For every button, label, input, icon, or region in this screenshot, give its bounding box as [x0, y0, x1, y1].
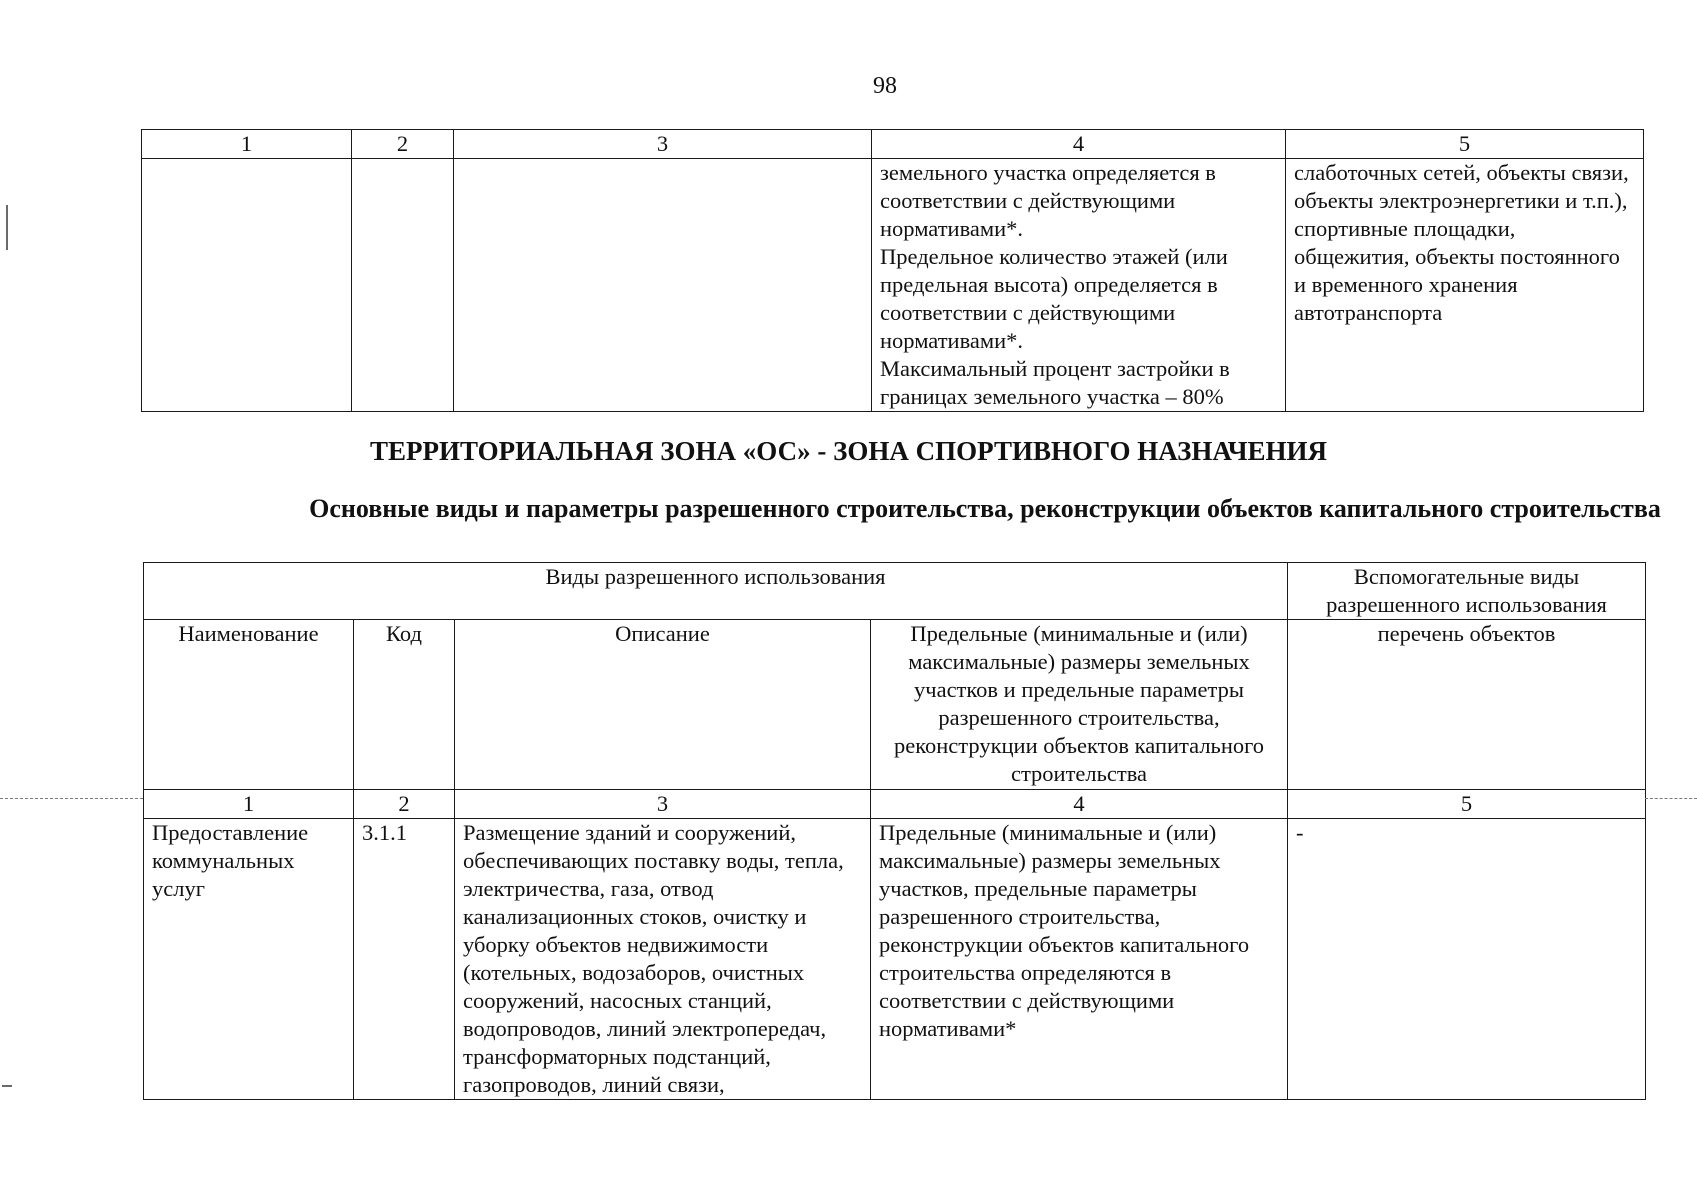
column-numbers-row — [142, 130, 1644, 159]
header-code: Код — [354, 620, 455, 790]
column-number: 1 — [144, 790, 354, 819]
header-name: Наименование — [144, 620, 354, 790]
column-number: 4 — [872, 130, 1286, 159]
cell-description — [454, 159, 872, 412]
header-objects-list: перечень объектов — [1288, 620, 1646, 790]
cell-parameters — [872, 159, 1286, 412]
header-permitted-uses: Виды разрешенного использования — [144, 563, 1288, 620]
header-parameters: Предельные (минимальные и (или) максимальные) размеры земельных участков и предельные параметры разрешенного строительства, реконструкции объектов капитального строительства — [871, 620, 1288, 790]
column-number: 5 — [1288, 790, 1646, 819]
cell-name — [142, 159, 352, 412]
group-header-row — [144, 563, 1646, 620]
scan-fold-line-right — [1645, 798, 1697, 799]
column-number: 3 — [455, 790, 871, 819]
column-number: 2 — [352, 130, 454, 159]
cell-code: 3.1.1 — [354, 819, 455, 1100]
zone-title: ТЕРРИТОРИАЛЬНАЯ ЗОНА «ОС» - ЗОНА СПОРТИВНОГО НАЗНАЧЕНИЯ — [369, 436, 1328, 466]
table-row — [142, 159, 1644, 412]
continuation-table — [141, 129, 1644, 412]
column-header-row — [144, 620, 1646, 790]
page-number: 98 — [873, 73, 897, 99]
zone-table — [143, 562, 1646, 1100]
cell-auxiliary: слаботочных сетей, объекты связи, объекты электроэнергетики и т.п.), спортивные площадки, общежития, объекты постоянного и временного хранения автотранспорта — [1286, 159, 1644, 412]
column-numbers-row — [144, 790, 1646, 819]
parameters-paragraph: Предельное количество этажей (или предельная высота) определяется в соответствии с действующими нормативами*. — [880, 244, 1228, 353]
cell-description: Размещение зданий и сооружений, обеспечивающих поставку воды, тепла, электричества, газа, отвод канализационных стоков, очистку и уборку объектов недвижимости (котельных, водозаборов, очистных сооружений, насосных станций, водопроводов, линий электропередач, трансформаторных подстанций, газопроводов, линий связи, — [455, 819, 871, 1100]
header-description: Описание — [455, 620, 871, 790]
section-title: Основные виды и параметры разрешенного строительства, реконструкции объектов капитального строительства — [309, 494, 1661, 523]
column-number: 5 — [1286, 130, 1644, 159]
column-number: 1 — [142, 130, 352, 159]
table-row — [144, 819, 1646, 1100]
cell-code — [352, 159, 454, 412]
parameters-paragraph: земельного участка определяется в соответствии с действующими нормативами*. — [880, 160, 1216, 241]
column-number: 3 — [454, 130, 872, 159]
scan-margin-mark — [6, 205, 8, 250]
column-number: 4 — [871, 790, 1288, 819]
scan-fold-line-left — [0, 798, 143, 799]
scan-margin-mark — [2, 1085, 12, 1087]
parameters-paragraph: Максимальный процент застройки в границах земельного участка – 80% — [880, 356, 1230, 409]
cell-parameters: Предельные (минимальные и (или) максимальные) размеры земельных участков, предельные параметры разрешенного строительства, реконструкции объектов капитального строительства определяются в соответствии с действующими нормативами* — [871, 819, 1288, 1100]
header-auxiliary-uses: Вспомогательные виды разрешенного использования — [1288, 563, 1646, 620]
cell-name: Предоставление коммунальных услуг — [144, 819, 354, 1100]
column-number: 2 — [354, 790, 455, 819]
cell-auxiliary: - — [1288, 819, 1646, 1100]
